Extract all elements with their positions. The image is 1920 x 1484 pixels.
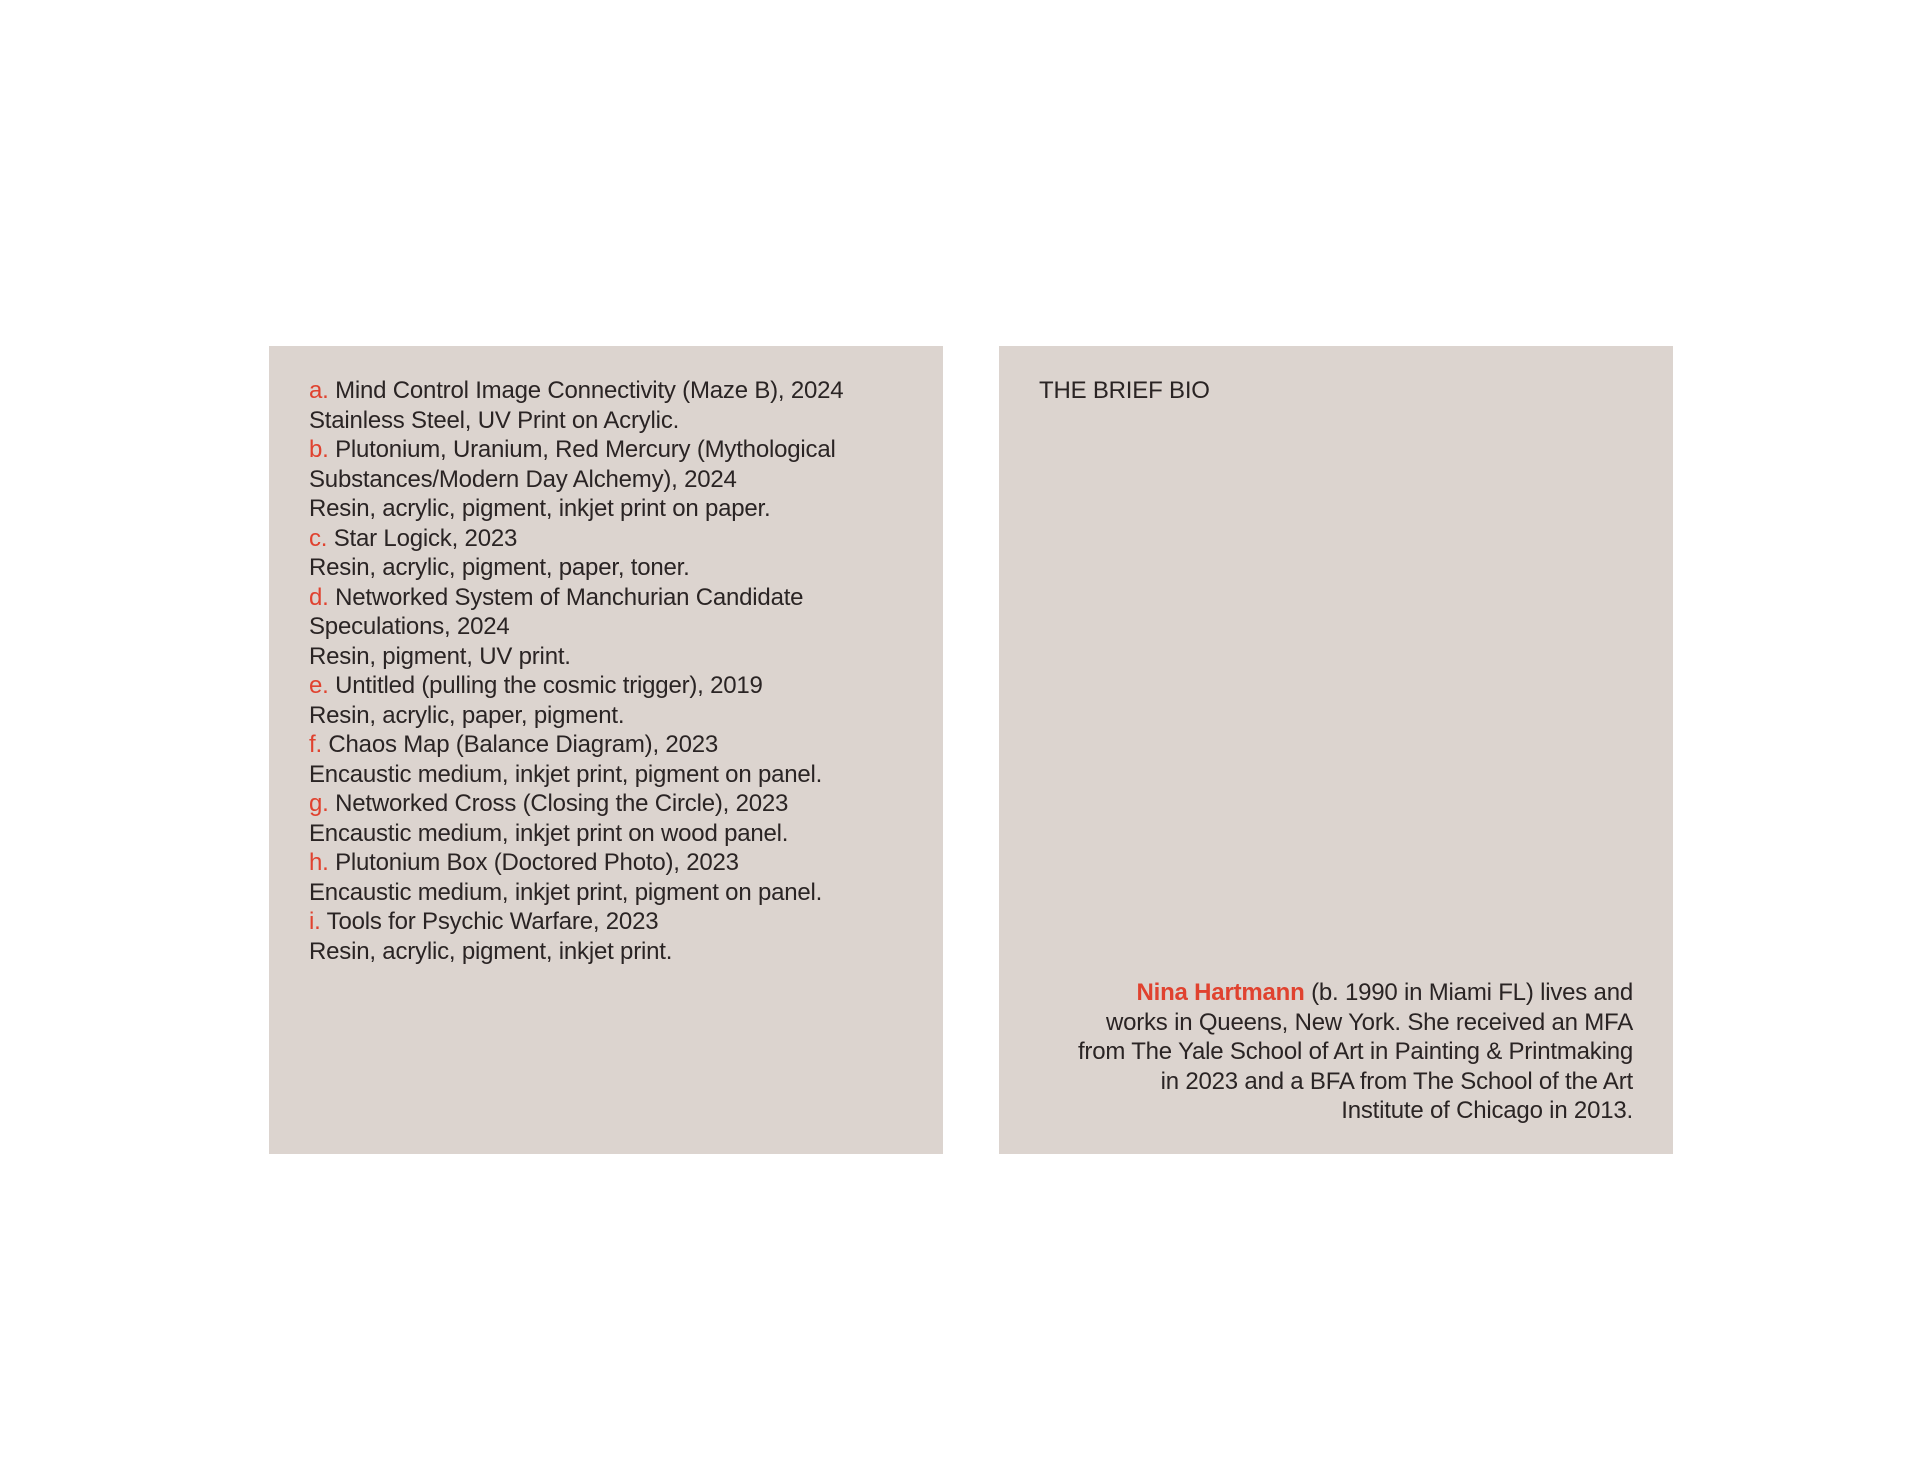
work-title: Untitled (pulling the cosmic trigger), 2019 [335, 672, 763, 699]
work-medium: Resin, acrylic, paper, pigment. [309, 701, 625, 729]
work-letter: i. [309, 908, 321, 935]
work-item-g [309, 789, 903, 848]
work-item-c [309, 524, 903, 583]
work-item-h [309, 848, 903, 907]
work-title: Plutonium, Uranium, Red Mercury (Mythological Substances/Modern Day Alchemy), 2024 [309, 436, 836, 493]
work-medium: Resin, pigment, UV print. [309, 642, 571, 670]
work-medium: Resin, acrylic, pigment, paper, toner. [309, 554, 690, 581]
work-letter: g. [309, 790, 329, 817]
works-panel [269, 346, 943, 1154]
work-medium: Stainless Steel, UV Print on Acrylic. [309, 406, 680, 434]
work-title: Chaos Map (Balance Diagram), 2023 [328, 731, 719, 758]
bio-body: (b. 1990 in Miami FL) lives and works in Queens, New York. She received an MFA from The Yale School of Art in Painting & Printmaking in 2023 and a BFA from The School of the Art Institute of Chicago in 2013. [1077, 979, 1633, 1124]
work-item-b [309, 435, 903, 524]
work-item-i [309, 907, 903, 966]
work-letter: b. [309, 436, 329, 463]
work-medium: Encaustic medium, inkjet print, pigment on panel. [309, 878, 823, 906]
work-item-e [309, 671, 903, 730]
work-title: Networked System of Manchurian Candidate Speculations, 2024 [309, 583, 804, 640]
work-letter: f. [309, 731, 322, 758]
work-letter: h. [309, 849, 329, 876]
work-item-f [309, 730, 903, 789]
works-list [309, 376, 903, 966]
work-letter: a. [309, 377, 329, 404]
work-title: Mind Control Image Connectivity (Maze B), 2024 [335, 377, 844, 404]
work-letter: e. [309, 672, 329, 699]
work-letter: d. [309, 583, 329, 611]
work-item-a [309, 376, 903, 435]
bio-text [1073, 978, 1633, 1126]
work-letter: c. [309, 524, 328, 552]
bio-panel [999, 346, 1673, 1154]
work-medium: Resin, acrylic, pigment, inkjet print. [309, 937, 673, 965]
work-item-d [309, 583, 903, 672]
work-title: Networked Cross (Closing the Circle), 2023 [335, 790, 789, 817]
work-medium: Encaustic medium, inkjet print on wood panel. [309, 819, 789, 847]
bio-heading: THE BRIEF BIO [1039, 377, 1210, 404]
work-title: Tools for Psychic Warfare, 2023 [326, 908, 659, 935]
work-title: Plutonium Box (Doctored Photo), 2023 [335, 849, 739, 876]
artist-name: Nina Hartmann [1136, 979, 1305, 1006]
work-medium: Encaustic medium, inkjet print, pigment on panel. [309, 760, 823, 788]
work-medium: Resin, acrylic, pigment, inkjet print on paper. [309, 495, 771, 522]
work-title: Star Logick, 2023 [333, 524, 518, 552]
